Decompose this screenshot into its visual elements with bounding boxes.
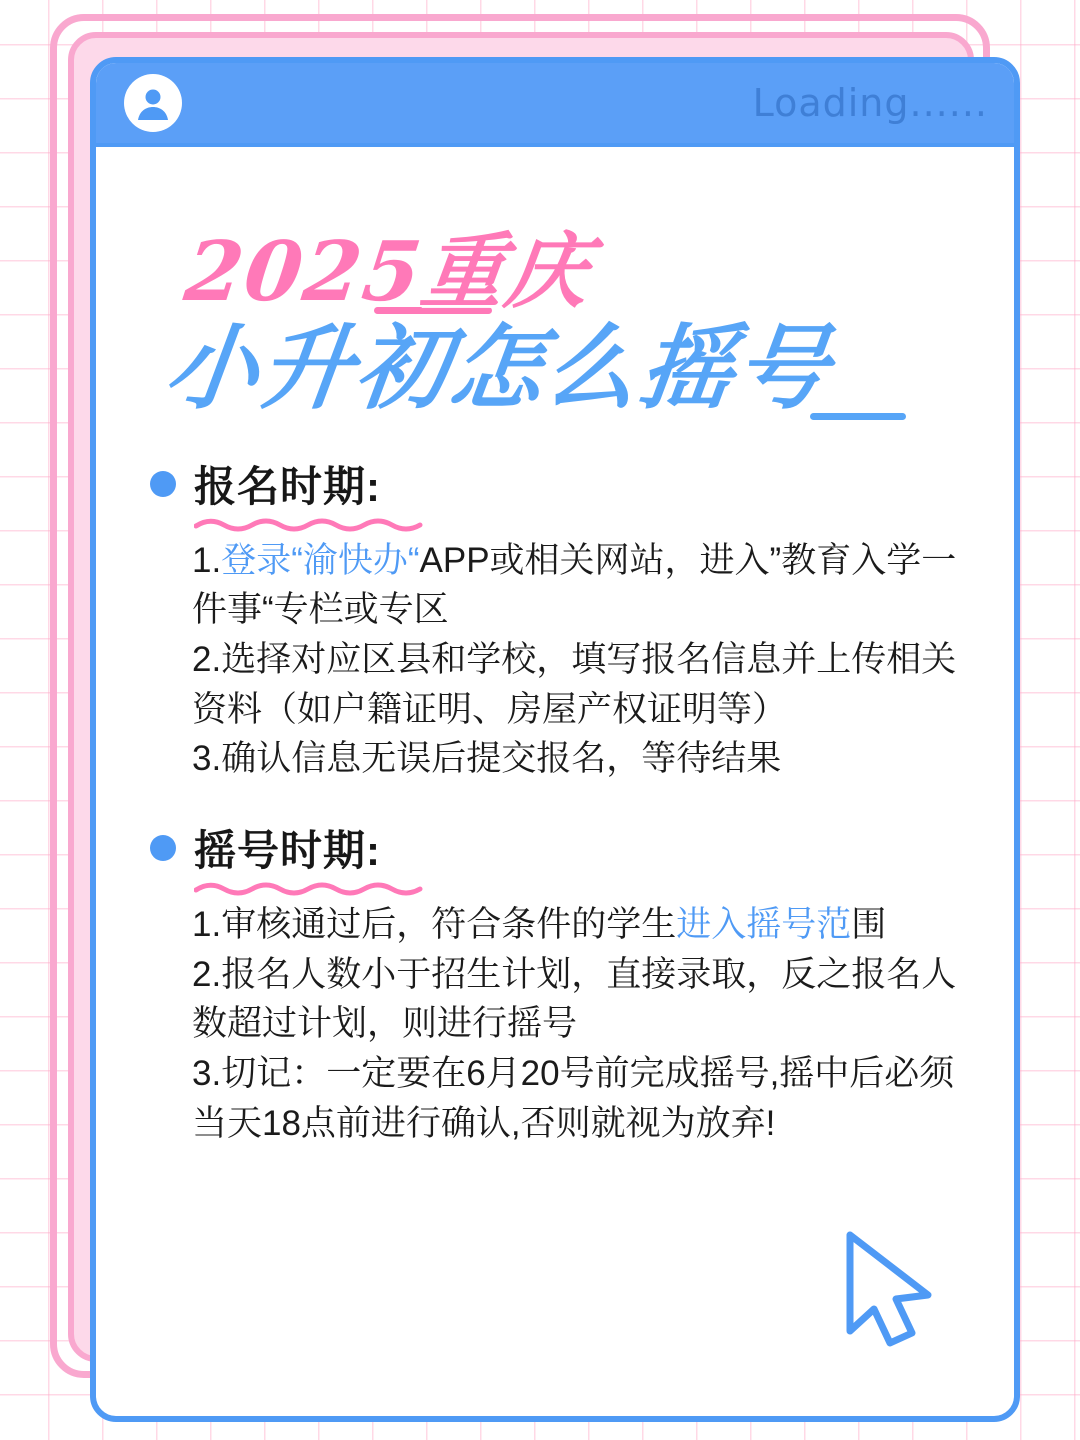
body-part: 2.选择对应区县和学校，填写报名信息并上传相关资料（如户籍证明、房屋产权证明等） xyxy=(192,639,957,729)
body-line xyxy=(192,950,970,1049)
body-line xyxy=(192,536,970,635)
body-part: 2.报名人数小于招生计划，直接录取，反之报名人数超过计划，则进行摇号 xyxy=(192,954,957,1044)
loading-status-label: Loading...... xyxy=(752,81,988,125)
pink-squiggle-underline xyxy=(194,516,424,532)
section-title: 摇号时期: xyxy=(194,827,381,875)
section-heading xyxy=(150,454,980,514)
body-part: 3.切记：一定要在6月20号前完成摇号,摇中后必须当天18点前进行确认,否则就视为放弃! xyxy=(192,1054,955,1143)
browser-window xyxy=(90,57,1020,1422)
section-registration xyxy=(140,454,980,784)
body-part: 1. xyxy=(192,540,222,580)
body-part: 1.审核通过后，符合条件的学生 xyxy=(192,905,677,945)
section-lottery xyxy=(140,818,980,1148)
body-part-highlight: 登录“渝快办“ xyxy=(221,540,420,580)
poster-content xyxy=(96,147,1014,1148)
section-body xyxy=(192,536,970,784)
body-part: 围 xyxy=(851,905,887,945)
body-part: 3.确认信息无误后提交报名，等待结果 xyxy=(192,739,782,779)
user-avatar-icon[interactable] xyxy=(124,74,182,132)
headline-block xyxy=(159,224,980,422)
body-line xyxy=(192,734,970,784)
body-part: APP或相关网站，进入”教育入学一件事“专栏或专区 xyxy=(192,540,957,630)
section-heading xyxy=(150,818,980,878)
body-part-highlight: 进入摇号范 xyxy=(676,905,852,945)
body-line xyxy=(192,900,970,950)
section-body xyxy=(192,900,970,1148)
headline-line-1: 2025重庆 xyxy=(180,224,597,320)
window-titlebar xyxy=(96,63,1014,147)
bullet-dot-icon xyxy=(150,471,176,497)
body-line xyxy=(192,1049,970,1148)
body-line xyxy=(192,635,970,734)
bullet-dot-icon xyxy=(150,835,176,861)
section-title: 报名时期: xyxy=(194,462,381,510)
headline-line-2: 小升初怎么摇号 xyxy=(159,314,838,422)
mouse-pointer-icon xyxy=(828,1225,956,1358)
pink-squiggle-underline xyxy=(194,880,424,896)
